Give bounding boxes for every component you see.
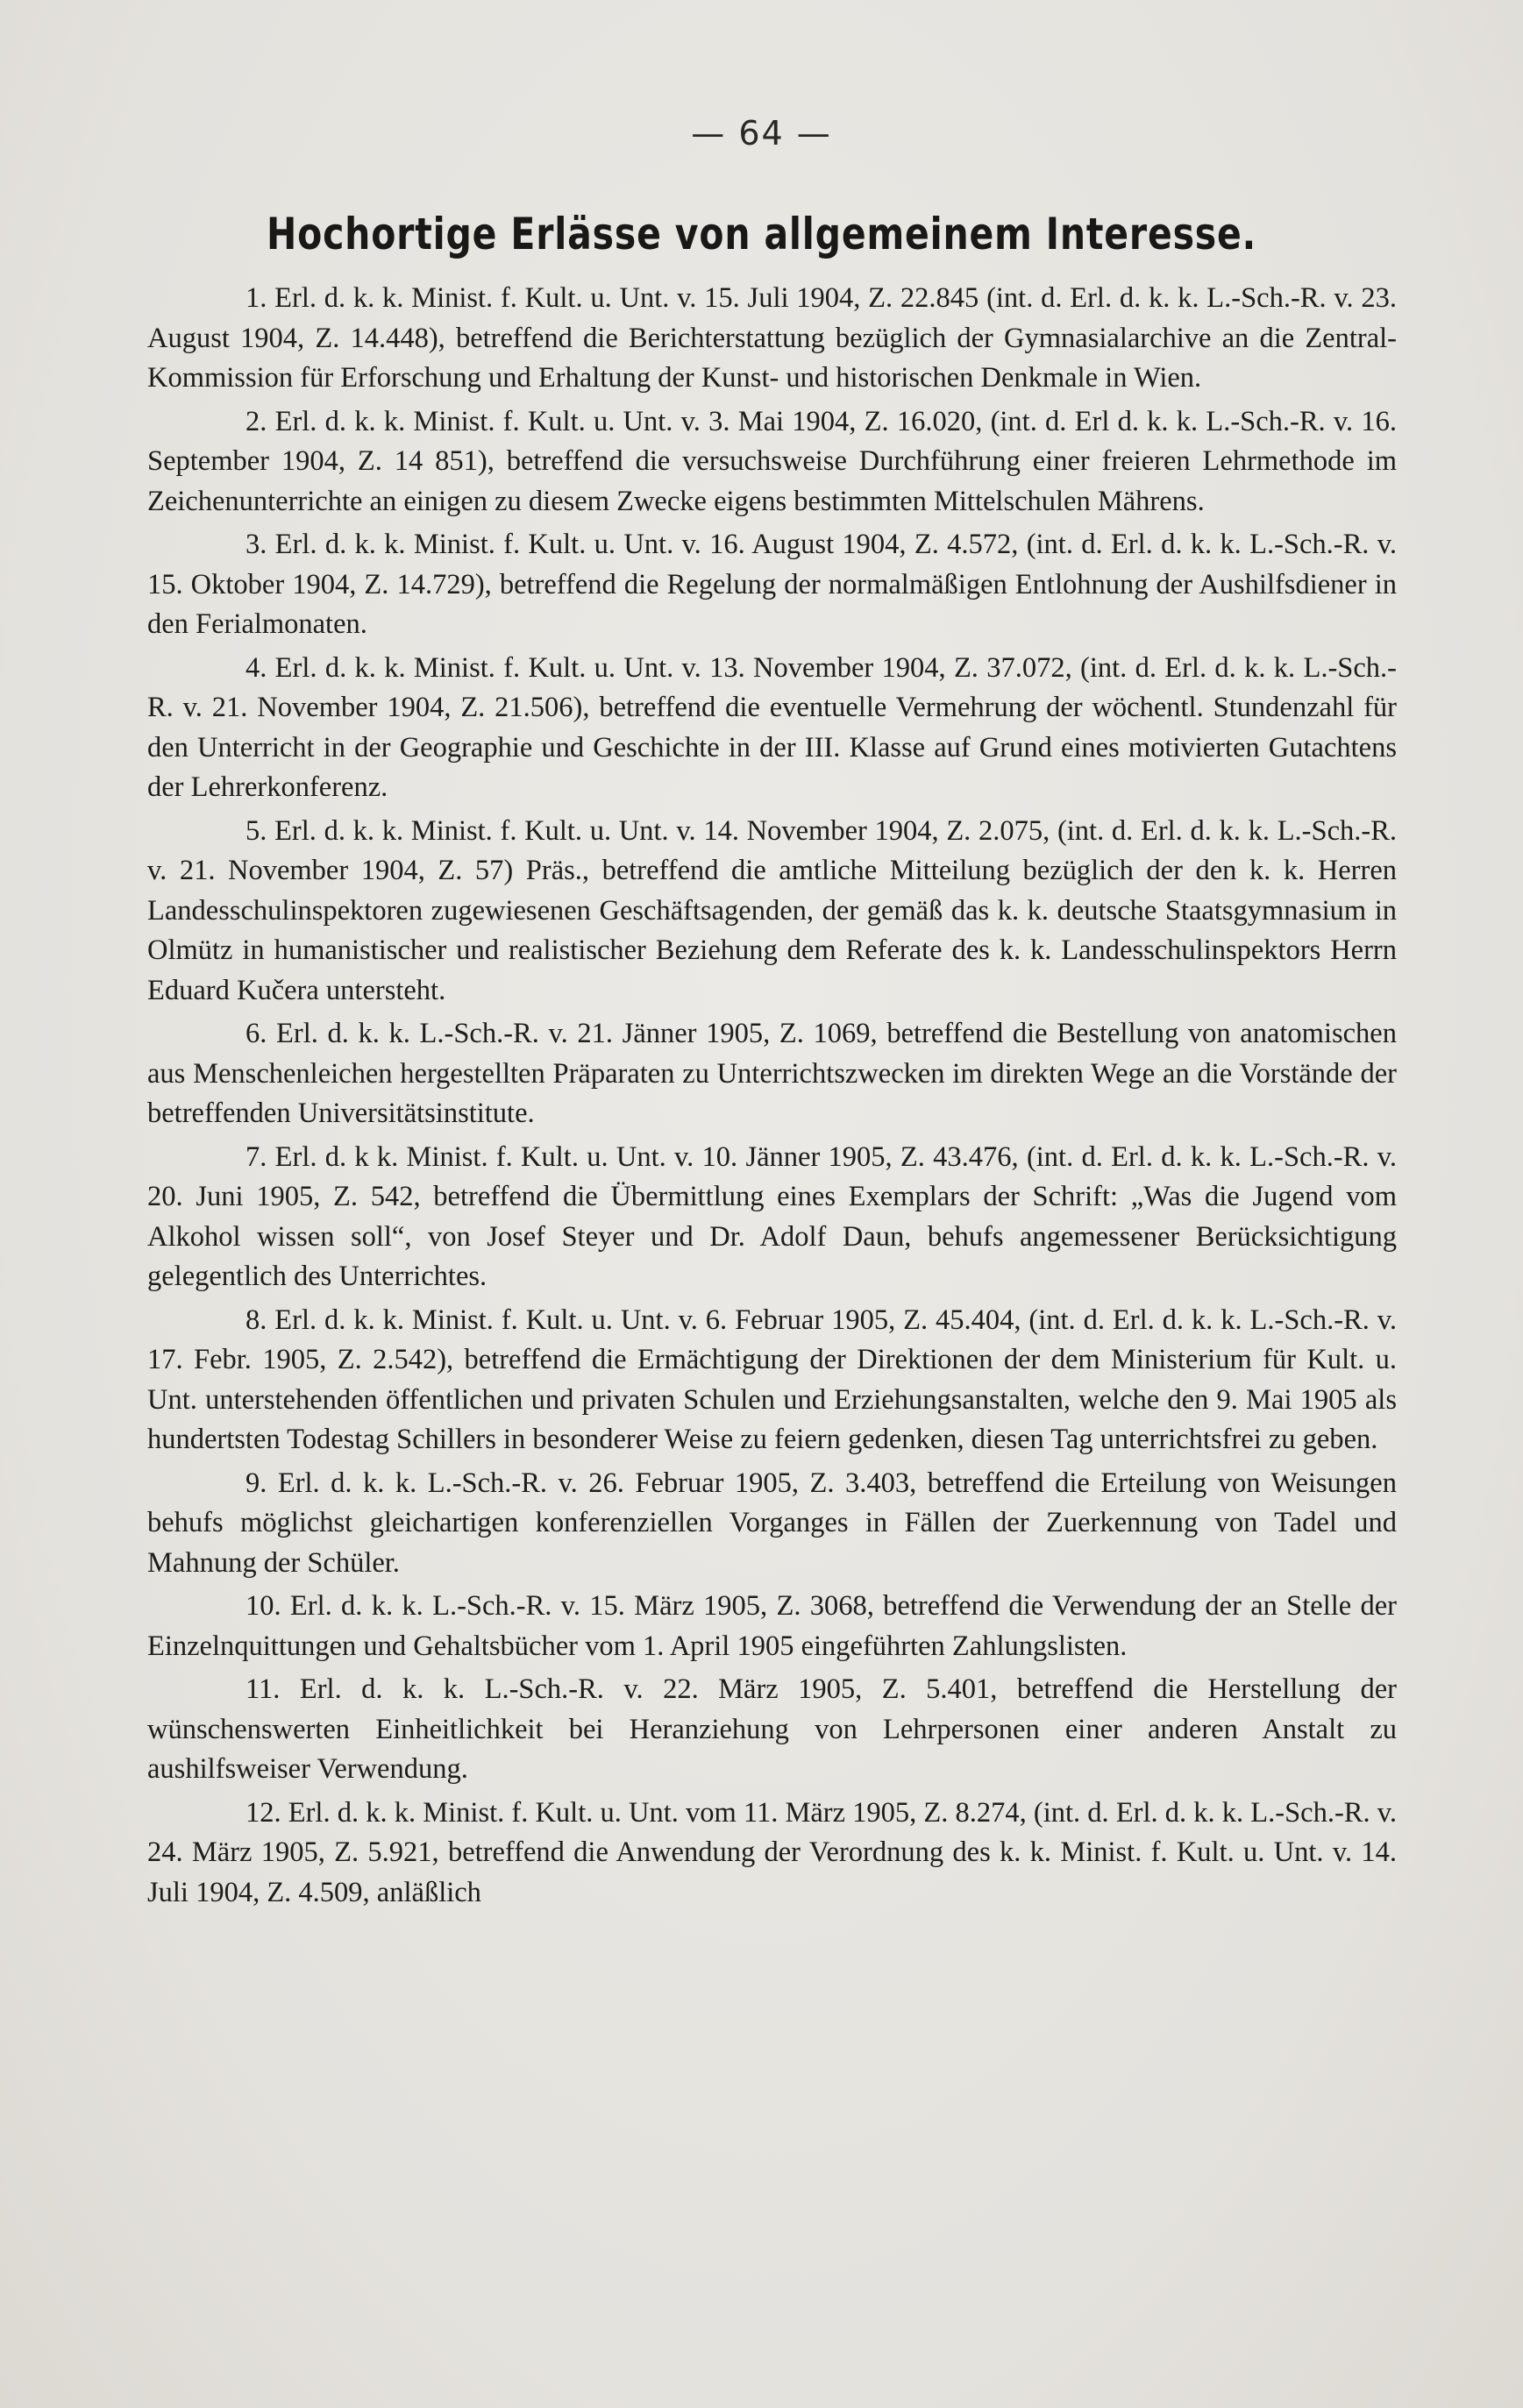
decree-item: 8. Erl. d. k. k. Minist. f. Kult. u. Unt. v. 6. Februar 1905, Z. 45.404, (int. d. Erl. d. k. k. L.-Sch.-R. v. 17. Febr. 1905, Z. 2.542), betreffend die Ermächtigung der Direktionen der dem Ministerium für Kult. u. Unt. unterstehenden öffentlichen und privaten Schulen und Erziehungsanstalten, welche den 9. Mai 1905 als hundertsten Todestag Schillers in besonderer Weise zu feiern gedenken, diesen Tag unterrichtsfrei zu geben. [147,1303,1397,1455]
page-number: — 64 — [691,114,832,153]
decree-item: 9. Erl. d. k. k. L.-Sch.-R. v. 26. Februar 1905, Z. 3.403, betreffend die Erteilung von Weisungen behufs möglichst gleichartigen konferenziellen Vorganges in Fällen der Zuerkennung von Tadel und Mahnung der Schüler. [147,1467,1397,1579]
decree-item: 5. Erl. d. k. k. Minist. f. Kult. u. Unt. v. 14. November 1904, Z. 2.075, (int. d. Erl. d. k. k. L.-Sch.-R. v. 21. November 1904, Z. 57) Präs., betreffend die amtliche Mitteilung bezüglich der den k. k. Herren Landesschulinspektoren zugewiesenen Geschäftsagenden, der gemäß das k. k. deutsche Staatsgymnasium in Olmütz in humanistischer und realistischer Beziehung dem Referate des k. k. Landesschulinspektors Herrn Eduard Kučera untersteht. [147,814,1397,1006]
decree-item: 3. Erl. d. k. k. Minist. f. Kult. u. Unt. v. 16. August 1904, Z. 4.572, (int. d. Erl. d. k. k. L.-Sch.-R. v. 15. Oktober 1904, Z. 14.729), betreffend die Regelung der normalmäßigen Entlohnung der Aushilfsdiener in den Ferialmonaten. [147,529,1397,640]
decree-item: 6. Erl. d. k. k. L.-Sch.-R. v. 21. Jänner 1905, Z. 1069, betreffend die Bestellung von anatomischen aus Menschenleichen hergestellten Präparaten zu Unterrichtszwecken im direkten Wege an die Vorstände der betreffenden Universitätsinstitute. [147,1018,1397,1129]
decree-item: 1. Erl. d. k. k. Minist. f. Kult. u. Unt. v. 15. Juli 1904, Z. 22.845 (int. d. Erl. d. k. k. L.-Sch.-R. v. 23. August 1904, Z. 14.448), betreffend die Berichterstattung bezüglich der Gymnasialarchive an die Zentral-Kommission für Erforschung und Erhaltung der Kunst- und historischen Denkmale in Wien. [147,282,1397,394]
decree-item: 10. Erl. d. k. k. L.-Sch.-R. v. 15. März 1905, Z. 3068, betreffend die Verwendung der an Stelle der Einzelnquittungen und Gehaltsbücher vom 1. April 1905 eingeführten Zahlungslisten. [147,1590,1397,1662]
decree-item: 4. Erl. d. k. k. Minist. f. Kult. u. Unt. v. 13. November 1904, Z. 37.072, (int. d. Erl. d. k. k. L.-Sch.-R. v. 21. November 1904, Z. 21.506), betreffend die eventuelle Vermehrung der wöchentl. Stundenzahl für den Unterricht in der Geographie und Geschichte in der III. Klasse auf Grund eines motivierten Gutachtens der Lehrerkonferenz. [147,651,1397,803]
decree-item: 11. Erl. d. k. k. L.-Sch.-R. v. 22. März 1905, Z. 5.401, betreffend die Herstellung der wünschenswerten Einheitlichkeit bei Heranziehung von Lehrpersonen einer anderen Anstalt zu aushilfsweiser Verwendung. [147,1673,1397,1785]
decree-item: 7. Erl. d. k k. Minist. f. Kult. u. Unt. v. 10. Jänner 1905, Z. 43.476, (int. d. Erl. d. k. k. L.-Sch.-R. v. 20. Juni 1905, Z. 542, betreffend die Übermittlung eines Exemplars der Schrift: „Was die Jugend vom Alkohol wissen soll“, von Josef Steyer und Dr. Adolf Daun, behufs angemessener Berücksichtigung gelegentlich des Unterrichtes. [147,1140,1397,1292]
page-title: Hochortige Erlässe von allgemeinem Interesse. [266,209,1257,259]
decree-item: 2. Erl. d. k. k. Minist. f. Kult. u. Unt. v. 3. Mai 1904, Z. 16.020, (int. d. Erl d. k. k. L.-Sch.-R. v. 16. September 1904, Z. 14 851), betreffend die versuchsweise Durchführung einer freieren Lehrmethode im Zeichenunterrichte an einigen zu diesem Zwecke eigens bestimmten Mittelschulen Mährens. [147,405,1397,517]
decree-list [147,279,1397,1913]
decree-item: 12. Erl. d. k. k. Minist. f. Kult. u. Unt. vom 11. März 1905, Z. 8.274, (int. d. Erl. d. k. k. L.-Sch.-R. v. 24. März 1905, Z. 5.921, betreffend die Anwendung der Verordnung des k. k. Minist. f. Kult. u. Unt. v. 14. Juli 1904, Z. 4.509, anläßlich [147,1796,1397,1908]
